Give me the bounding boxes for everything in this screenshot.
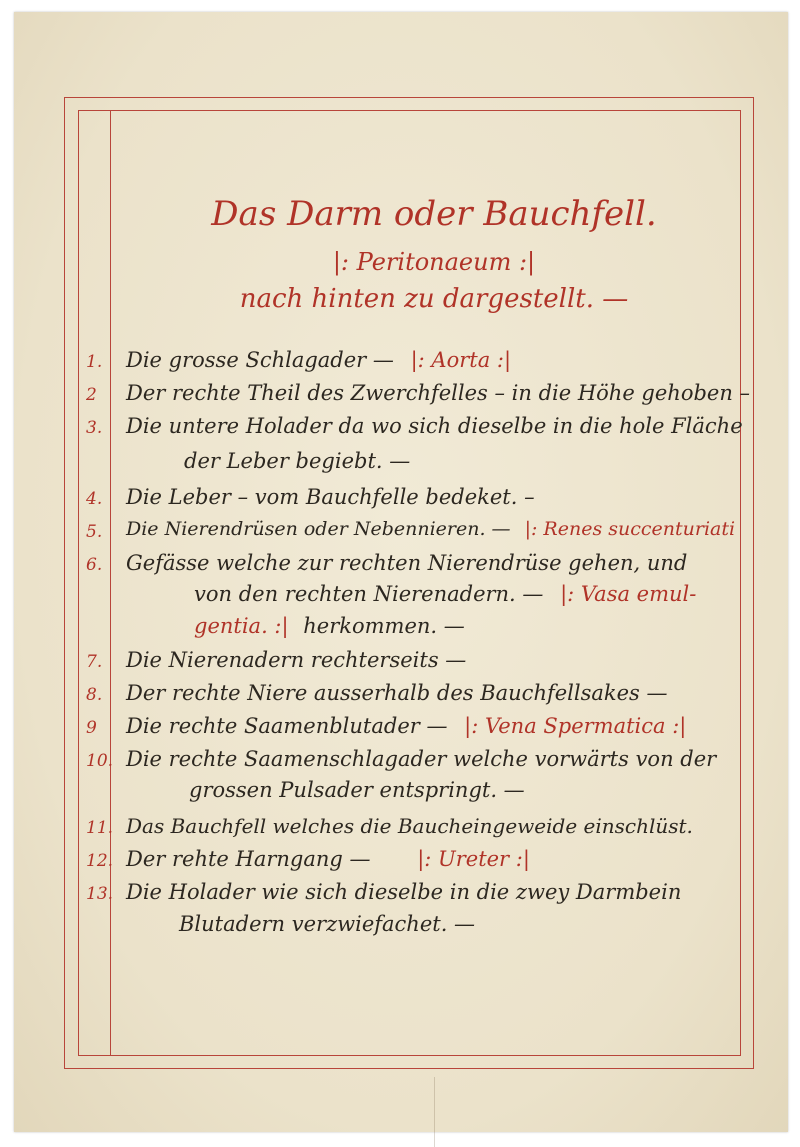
- item-number: 5.: [86, 522, 103, 542]
- item-line-continued: [194, 582, 696, 606]
- item-line: [126, 414, 743, 438]
- item-text: Die grosse Schlagader —: [126, 348, 394, 372]
- item-text: Die Nierenadern rechterseits —: [126, 648, 467, 672]
- item-text: Der rehte Harngang —: [126, 847, 371, 871]
- item-line: [126, 648, 466, 672]
- item-line: [126, 485, 535, 509]
- title-line-3: nach hinten zu dargestellt. —: [239, 284, 629, 314]
- item-line-continued: [194, 614, 465, 638]
- item-number: 2: [86, 385, 97, 405]
- item-line: [126, 551, 687, 575]
- item-number: 4.: [86, 489, 103, 509]
- item-text: Die rechte Saamenblutader —: [126, 714, 448, 738]
- item-text: der Leber begiebt. —: [184, 449, 411, 473]
- item-text: Die Holader wie sich dieselbe in die zwey Darmbein: [126, 880, 682, 904]
- item-number: 3.: [86, 418, 103, 438]
- item-line: [126, 381, 750, 405]
- item-latin: gentia. :|: [194, 614, 289, 638]
- item-text: Gefässe welche zur rechten Nierendrüse gehen, und: [126, 551, 688, 575]
- item-number: 6.: [86, 555, 103, 575]
- item-line: [126, 348, 511, 372]
- item-line-continued: [184, 449, 410, 473]
- manuscript-page: [14, 12, 788, 1132]
- item-number: 9: [86, 718, 97, 738]
- item-latin: |: Vena Spermatica :|: [464, 714, 687, 738]
- item-line: [126, 880, 681, 904]
- item-text: Das Bauchfell welches die Baucheingeweide einschlüst.: [126, 814, 693, 838]
- paper-fold: [434, 1077, 435, 1147]
- item-number: 7.: [86, 652, 103, 672]
- item-line: [126, 681, 668, 705]
- title-line-2: |: Peritonaeum :|: [332, 248, 536, 276]
- margin-rule: [110, 110, 111, 1056]
- item-line: [126, 518, 735, 540]
- item-text: von den rechten Nierenadern. —: [194, 582, 544, 606]
- item-number: 13.: [86, 884, 114, 904]
- item-latin: |: Renes succenturiati: [524, 518, 736, 540]
- item-latin: |: Aorta :|: [410, 348, 512, 372]
- item-number: 12.: [86, 851, 114, 871]
- title-line-1: Das Darm oder Bauchfell.: [211, 194, 657, 234]
- item-line-continued: [189, 778, 525, 802]
- item-latin: |: Vasa emul-: [560, 582, 697, 606]
- item-line: [126, 814, 693, 838]
- item-latin: |: Ureter :|: [417, 847, 530, 871]
- item-line: [126, 747, 716, 771]
- item-number: 11.: [86, 818, 114, 838]
- item-text: herkommen. —: [303, 614, 465, 638]
- item-text: Der rechte Theil des Zwerchfelles – in die Höhe gehoben –: [126, 381, 751, 405]
- item-number: 8.: [86, 685, 103, 705]
- item-text: Die untere Holader da wo sich dieselbe in die hole Fläche: [126, 414, 743, 438]
- item-text: grossen Pulsader entspringt. —: [189, 778, 525, 802]
- item-number: 1.: [86, 352, 103, 372]
- item-line-continued: [179, 912, 475, 936]
- item-line: [126, 714, 686, 738]
- item-text: Die Leber – vom Bauchfelle bedeket. –: [126, 485, 535, 509]
- item-text: Der rechte Niere ausserhalb des Bauchfellsakes —: [126, 681, 668, 705]
- item-number: 10.: [86, 751, 114, 771]
- item-text: Blutadern verzwiefachet. —: [179, 912, 476, 936]
- item-text: Die rechte Saamenschlagader welche vorwärts von der: [126, 747, 717, 771]
- item-line: [126, 847, 530, 871]
- item-text: Die Nierendrüsen oder Nebennieren. —: [126, 518, 511, 540]
